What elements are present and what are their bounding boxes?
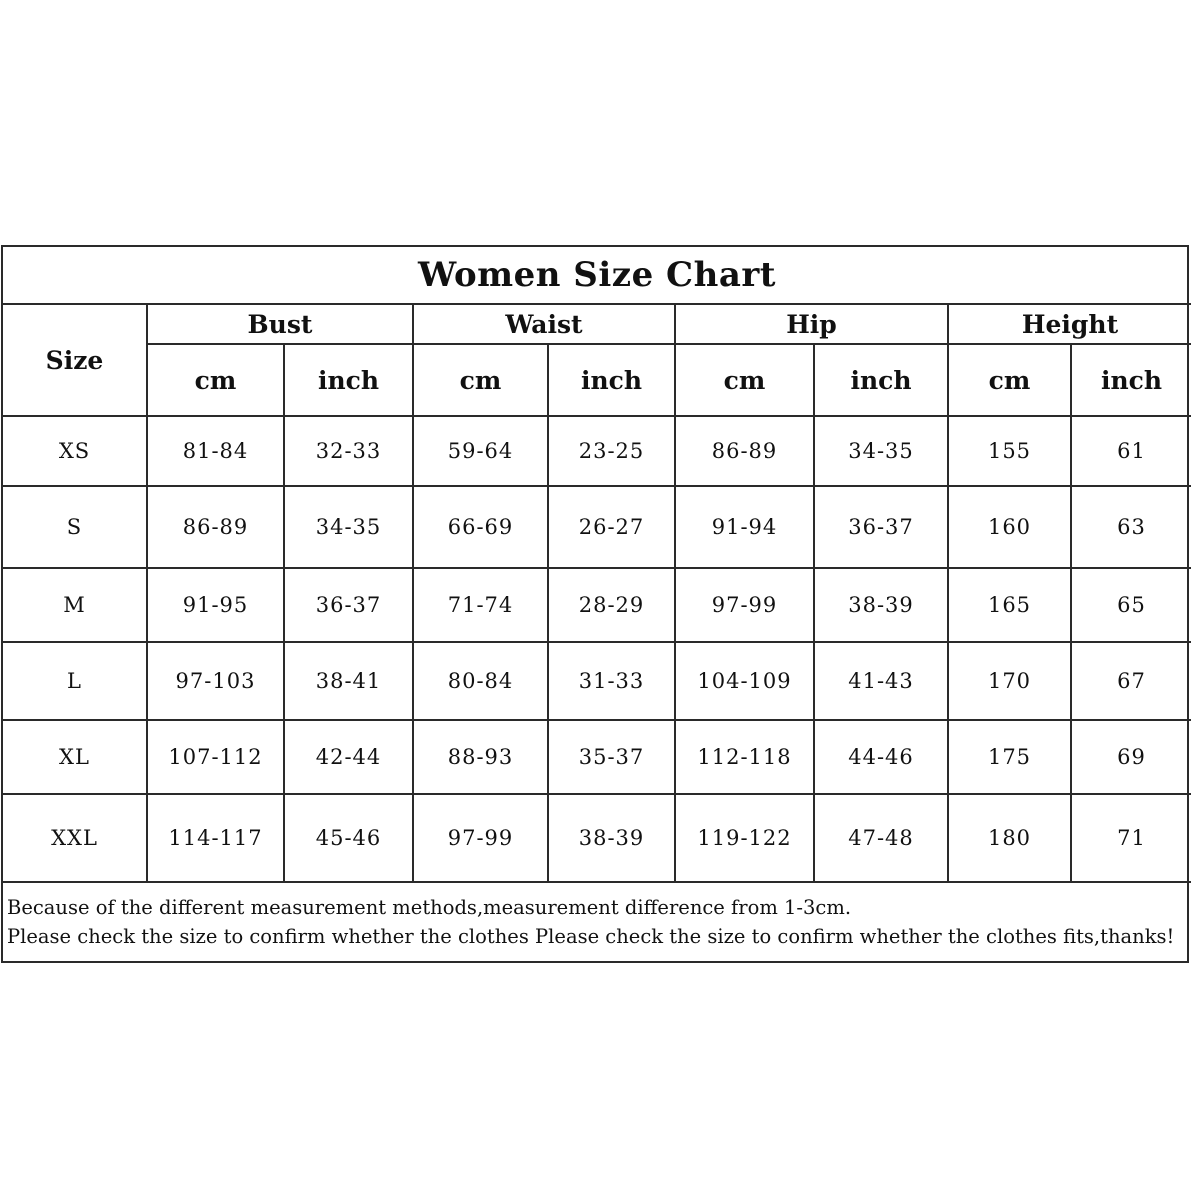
group-header-waist: Waist [413, 304, 675, 344]
waist-cm-cell: 97-99 [413, 794, 548, 882]
unit-header-bust-cm: cm [147, 344, 284, 416]
waist-inch-cell: 31-33 [548, 642, 675, 720]
bust-cm-cell: 91-95 [147, 568, 284, 642]
waist-cm-cell: 80-84 [413, 642, 548, 720]
hip-cm-cell: 97-99 [675, 568, 814, 642]
bust-inch-cell: 45-46 [284, 794, 413, 882]
bust-cm-cell: 107-112 [147, 720, 284, 794]
bust-inch-cell: 38-41 [284, 642, 413, 720]
waist-cm-cell: 66-69 [413, 486, 548, 568]
unit-header-waist-inch: inch [548, 344, 675, 416]
unit-header-waist-cm: cm [413, 344, 548, 416]
table-row [3, 568, 1191, 642]
height-inch-cell: 71 [1071, 794, 1191, 882]
hip-inch-cell: 36-37 [814, 486, 948, 568]
height-cm-cell: 170 [948, 642, 1071, 720]
hip-inch-cell: 41-43 [814, 642, 948, 720]
hip-cm-cell: 104-109 [675, 642, 814, 720]
size-table [3, 247, 1191, 961]
height-inch-cell: 67 [1071, 642, 1191, 720]
size-chart [1, 245, 1189, 963]
height-cm-cell: 165 [948, 568, 1071, 642]
hip-cm-cell: 112-118 [675, 720, 814, 794]
height-inch-cell: 61 [1071, 416, 1191, 486]
waist-inch-cell: 35-37 [548, 720, 675, 794]
unit-header-bust-inch: inch [284, 344, 413, 416]
group-header-hip: Hip [675, 304, 948, 344]
bust-cm-cell: 86-89 [147, 486, 284, 568]
chart-title: Women Size Chart [3, 247, 1191, 304]
bust-inch-cell: 34-35 [284, 486, 413, 568]
group-header-bust: Bust [147, 304, 413, 344]
hip-inch-cell: 47-48 [814, 794, 948, 882]
size-cell: XS [3, 416, 147, 486]
bust-inch-cell: 42-44 [284, 720, 413, 794]
hip-cm-cell: 91-94 [675, 486, 814, 568]
note-measurement-difference: Because of the different measurement methods,measurement difference from 1-3cm. [7, 896, 852, 919]
hip-inch-cell: 34-35 [814, 416, 948, 486]
waist-cm-cell: 59-64 [413, 416, 548, 486]
notes-row [3, 882, 1191, 961]
bust-cm-cell: 97-103 [147, 642, 284, 720]
table-row [3, 416, 1191, 486]
unit-header-hip-inch: inch [814, 344, 948, 416]
unit-header-hip-cm: cm [675, 344, 814, 416]
hip-inch-cell: 38-39 [814, 568, 948, 642]
bust-inch-cell: 32-33 [284, 416, 413, 486]
table-row [3, 794, 1191, 882]
table-row [3, 486, 1191, 568]
bust-cm-cell: 81-84 [147, 416, 284, 486]
waist-inch-cell: 28-29 [548, 568, 675, 642]
measurement-notes [3, 882, 1191, 961]
note-check-size: Please check the size to confirm whether the clothes Please check the size to confirm whether the clothes fits,thanks! [7, 925, 1175, 948]
bust-cm-cell: 114-117 [147, 794, 284, 882]
waist-inch-cell: 38-39 [548, 794, 675, 882]
unit-header-height-inch: inch [1071, 344, 1191, 416]
unit-header-height-cm: cm [948, 344, 1071, 416]
height-cm-cell: 175 [948, 720, 1071, 794]
size-cell: XXL [3, 794, 147, 882]
hip-cm-cell: 86-89 [675, 416, 814, 486]
table-row [3, 642, 1191, 720]
height-inch-cell: 69 [1071, 720, 1191, 794]
waist-inch-cell: 23-25 [548, 416, 675, 486]
height-inch-cell: 65 [1071, 568, 1191, 642]
waist-cm-cell: 71-74 [413, 568, 548, 642]
height-cm-cell: 155 [948, 416, 1071, 486]
size-column-header: Size [3, 304, 147, 416]
size-cell: XL [3, 720, 147, 794]
height-cm-cell: 180 [948, 794, 1071, 882]
height-inch-cell: 63 [1071, 486, 1191, 568]
size-cell: M [3, 568, 147, 642]
bust-inch-cell: 36-37 [284, 568, 413, 642]
size-cell: S [3, 486, 147, 568]
table-row [3, 720, 1191, 794]
group-header-height: Height [948, 304, 1191, 344]
waist-inch-cell: 26-27 [548, 486, 675, 568]
hip-inch-cell: 44-46 [814, 720, 948, 794]
height-cm-cell: 160 [948, 486, 1071, 568]
waist-cm-cell: 88-93 [413, 720, 548, 794]
size-cell: L [3, 642, 147, 720]
hip-cm-cell: 119-122 [675, 794, 814, 882]
